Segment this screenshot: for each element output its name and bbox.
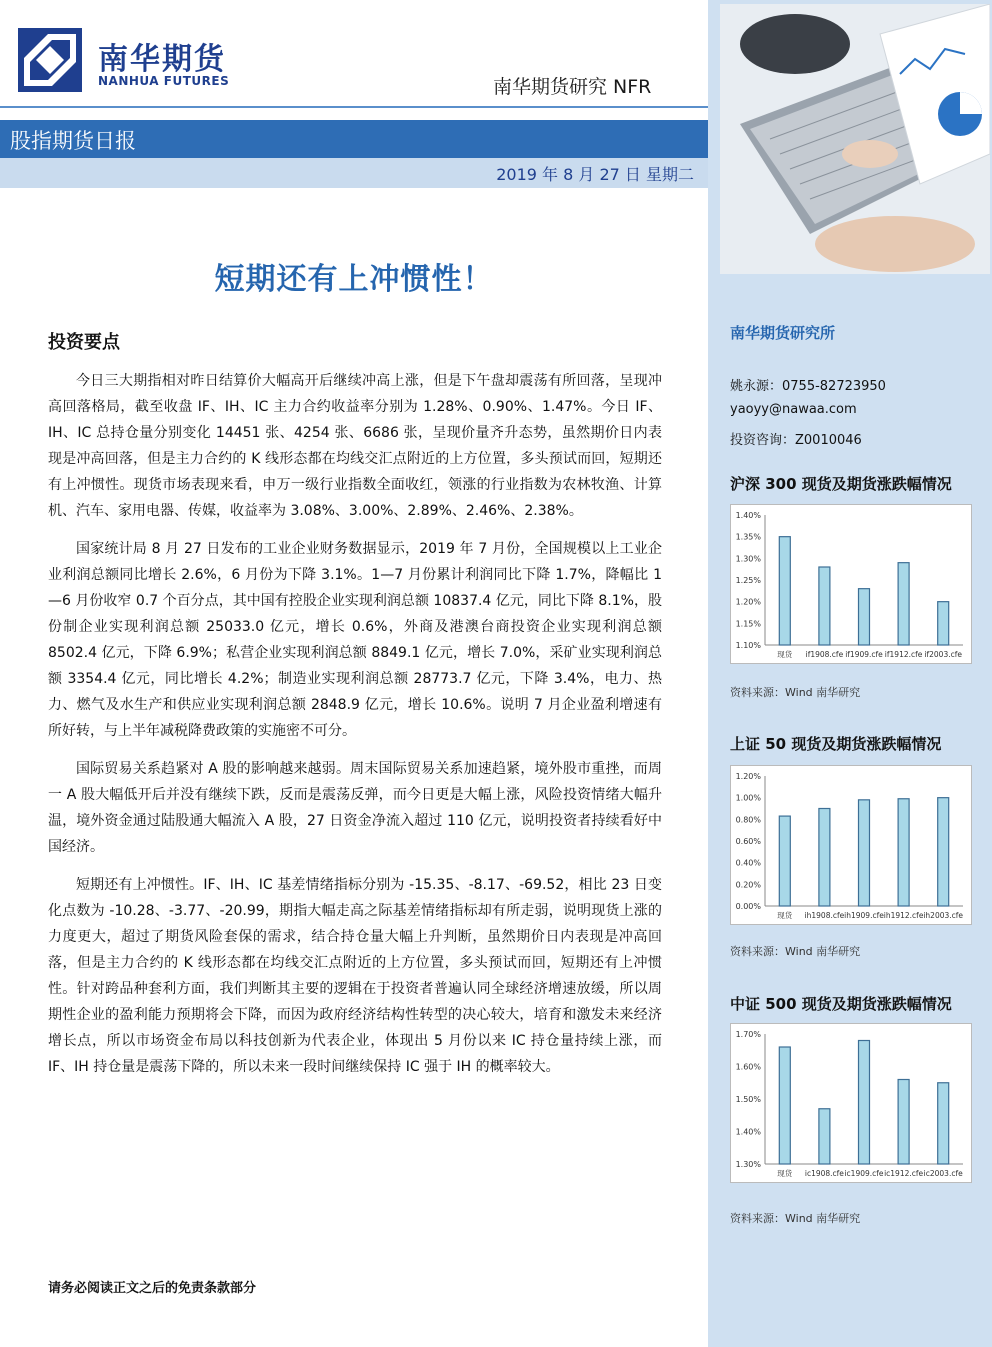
institute-name: 南华期货研究所 [730,324,836,342]
y-tick-label: 1.20% [735,597,761,607]
x-tick-label: if1909.cfe [845,650,883,659]
y-tick-label: 1.50% [735,1095,761,1104]
y-tick-label: 0.20% [735,880,761,890]
paragraph: 短期还有上冲惯性。IF、IH、IC 基差情绪指标分别为 -15.35、-8.17、-69.52，相比 23 日变化点数为 -10.28、-3.77、-20.99，期指大幅走高之际基差情绪指标却有所走弱，说明现货上涨的力度更大，超过了期货风险套保的需求，结合持仓量大幅上升判断，虽然期价日内表现是冲高回落，但是主力合约的 K 线形态都在均线交汇点附近的上方位置，多头预试而回，短期还有上冲惯性。针对跨品种套利方面，我们判断其主要的逻辑在于投资者普遍认同全球经济增速放缓，所以周期性企业的盈利能力预期将会下降，而因为政府经济结构性转型的决心较大，培育和激发未来经济增长点，所以市场资金布局以科技创新为代表企业，体现出 5 月份以来 IC 持仓量持续上涨，而 IF、IH 持仓量是震荡下降的，所以未来一段时间继续保持 IC 强于 IH 的概率较大。 [48,877,662,1075]
y-tick-label: 0.80% [735,815,761,825]
bar [898,1080,909,1165]
x-tick-label: ih2003.cfe [923,911,964,920]
chart-title-hs300: 沪深 300 现货及期货涨跌幅情况 [730,475,952,493]
logo-text-cn: 南华期货 [98,42,226,77]
x-tick-label: ih1912.cfe [883,911,924,920]
report-date: 2019 年 8 月 27 日 星期二 [496,165,694,184]
analyst-phone: 姚永源：0755-82723950 [730,379,886,394]
analyst-email: yaoyy@nawaa.com [730,402,857,417]
office-photo [720,4,990,274]
paragraph: 国际贸易关系趋紧对 A 股的影响越来越弱。周末国际贸易关系加速趋紧，境外股市重挫，而周一 A 股大幅低开后并没有继续下跌，反而是震荡反弹，而今日更是大幅上涨，风险投资情绪大幅升温，境外资金通过陆股通大幅流入 A 股，27 日资金净流入超过 110 亿元，说明投资者持续看好中国经济。 [48,761,662,855]
x-tick-label: ic1909.cfe [844,1169,884,1178]
y-tick-label: 1.40% [735,511,761,520]
x-tick-label: 现货 [777,650,793,659]
x-tick-label: if2003.cfe [924,650,962,659]
report-type: 股指期货日报 [10,129,136,153]
header-divider [0,106,708,108]
chart-source-zz500: 资料来源：Wind 南华研究 [730,1212,861,1225]
x-tick-label: ih1908.cfe [804,911,845,920]
bar [938,798,949,906]
y-tick-label: 1.70% [735,1030,761,1039]
page-headline: 短期还有上冲惯性！ [214,262,494,297]
bar [779,816,790,906]
x-tick-label: ih1909.cfe [844,911,884,920]
bar [938,602,949,645]
bar [819,809,830,907]
bar [898,799,909,906]
y-tick-label: 1.60% [735,1062,761,1072]
x-tick-label: 现货 [777,1169,793,1178]
date-band [0,158,708,188]
chart-sz50-svg [731,766,971,924]
paragraph: 今日三大期指相对昨日结算价大幅高开后继续冲高上涨，但是下午盘却震荡有所回落，呈现冲高回落格局，截至收盘 IF、IH、IC 主力合约收益率分别为 1.28%、0.90%、1.47%。今日 IF、IH、IC 总持仓量分别变化 14451 张、4254 张、6686 张，呈现价量齐升态势，虽然期价日内表现是冲高回落，但是主力合约的 K 线形态都在均线交汇点附近的上方位置，多头预试而回，短期还有上冲惯性。现货市场表现来看，申万一级行业指数全面收红，领涨的行业指数为农林牧渔、计算机、汽车、家用电器、传媒，收益率为 3.08%、3.00%、2.89%、2.46%、2.38%。 [48,373,662,519]
y-tick-label: 0.00% [735,902,761,911]
y-tick-label: 1.30% [735,554,761,564]
bar [898,563,909,645]
y-tick-label: 1.40% [735,1127,761,1137]
x-tick-label: if1908.cfe [805,650,844,659]
chart-sz50 [730,765,972,925]
y-tick-label: 1.10% [735,641,761,650]
bar [819,1109,830,1164]
company-logo [18,28,248,96]
section-title: 投资要点 [48,332,120,353]
paragraph: 国家统计局 8 月 27 日发布的工业企业财务数据显示，2019 年 7 月份，全国规模以上工业企业利润总额同比增长 2.6%，6 月份为下降 3.1%。1—7 月份累计利润同比下降 1.7%，降幅比 1—6 月份收窄 0.7 个百分点，其中国有控股企业实现利润总额 10837.4 亿元，同比下降 8.1%，股份制企业实现利润总额 25033.0 亿元，增长 0.6%，外商及港澳台商投资企业实现利润总额 8502.4 亿元，下降 6.9%；私营企业实现利润总额 8849.1 亿元，增长 7.0%，采矿业实现利润总额 3354.4 亿元，同比增长 4.2%；制造业实现利润总额 28773.7 亿元，下降 3.4%，电力、热力、燃气及水生产和供应业实现利润总额 2848.9 亿元，增长 10.6%。说明 7 月企业盈利增速有所好转，与上半年减税降费政策的实施密不可分。 [48,541,662,739]
y-tick-label: 1.15% [735,619,761,629]
bar [859,800,870,906]
chart-zz500-svg [731,1024,971,1182]
y-tick-label: 1.20% [735,772,761,781]
brand-line: 南华期货研究 NFR [493,76,652,98]
bar [938,1083,949,1164]
x-tick-label: ic1908.cfe [804,1169,844,1178]
disclaimer-note: 请务必阅读正文之后的免责条款部分 [48,1281,257,1296]
x-tick-label: if1912.cfe [884,650,923,659]
chart-hs300-svg [731,505,971,663]
chart-source-sz50: 资料来源：Wind 南华研究 [730,945,861,958]
y-tick-label: 1.30% [735,1160,761,1169]
bar [779,537,790,645]
nanhua-logo-icon [18,28,82,92]
y-tick-label: 0.40% [735,858,761,868]
bar [859,1041,870,1165]
x-tick-label: ic2003.cfe [923,1169,963,1178]
laptop-charts-image-icon [720,4,990,274]
y-tick-label: 1.35% [735,532,761,542]
chart-hs300 [730,504,972,664]
y-tick-label: 1.25% [735,576,761,585]
y-tick-label: 1.00% [735,793,761,803]
x-tick-label: ic1912.cfe [884,1169,924,1178]
chart-title-zz500: 中证 500 现货及期货涨跌幅情况 [730,995,952,1013]
bar [859,589,870,645]
bar [819,567,830,645]
chart-source-hs300: 资料来源：Wind 南华研究 [730,686,861,699]
bar [779,1047,790,1164]
report-type-band [0,120,708,158]
chart-title-sz50: 上证 50 现货及期货涨跌幅情况 [730,735,942,753]
article-body [48,368,662,1092]
y-tick-label: 0.60% [735,837,761,846]
x-tick-label: 现货 [777,911,793,920]
logo-text-en: NANHUA FUTURES [98,74,230,88]
chart-zz500 [730,1023,972,1183]
analyst-license: 投资咨询：Z0010046 [730,433,862,448]
